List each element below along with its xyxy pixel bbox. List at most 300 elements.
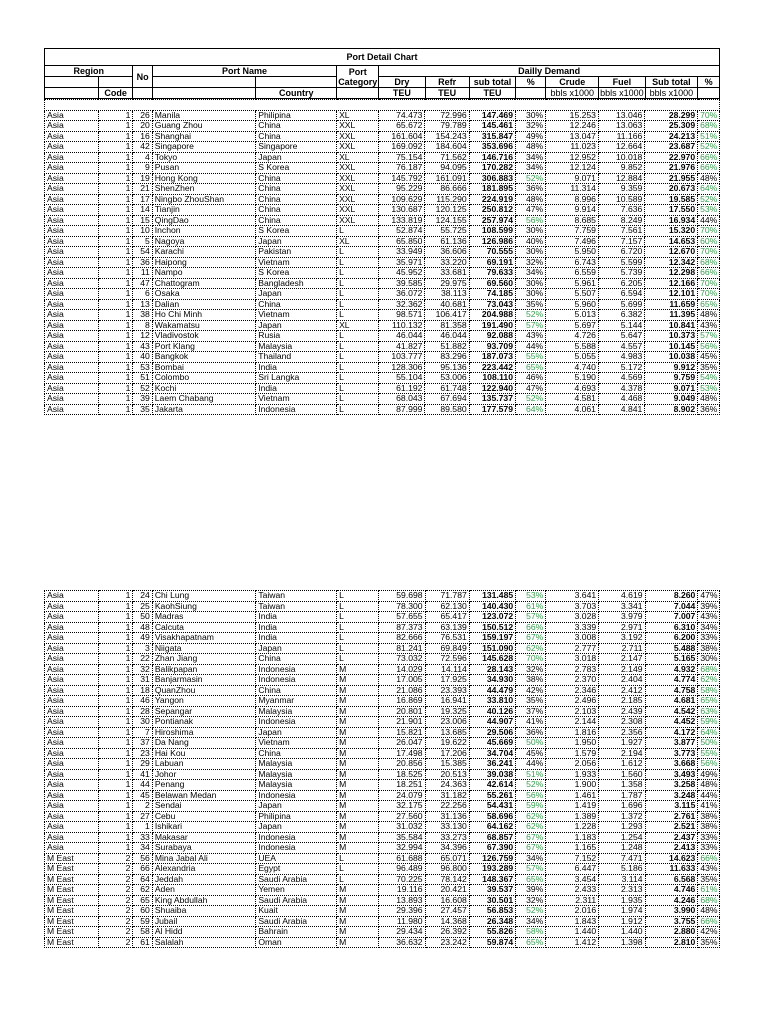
cell-bbls-pct: 36% — [698, 404, 720, 415]
cell-fuel: 2.313 — [599, 885, 645, 896]
cell-crude: 1.900 — [546, 780, 599, 791]
table-row — [45, 373, 720, 384]
cell-port-category: L — [337, 591, 379, 602]
header-teu-refr: TEU — [425, 88, 469, 99]
table-row — [45, 341, 720, 352]
cell-code: 1 — [98, 215, 132, 226]
cell-port-category: M — [337, 885, 379, 896]
cell-fuel: 6.205 — [598, 278, 644, 289]
cell-port-name: Makasar — [152, 832, 256, 843]
cell-port-name: QuanZhou — [152, 685, 256, 696]
cell-bbls-pct: 47% — [698, 591, 720, 602]
table-row — [45, 362, 720, 373]
cell-dry-teu: 32.994 — [379, 843, 425, 854]
cell-bbls-pct: 68% — [698, 121, 720, 132]
cell-teu-pct: 32% — [516, 664, 546, 675]
cell-port-category: M — [337, 748, 379, 759]
cell-bbls-pct: 61% — [698, 885, 720, 896]
cell-code: 1 — [98, 278, 132, 289]
cell-no: 60 — [133, 906, 152, 917]
header-bbls-sub: bbls x1000 — [645, 88, 698, 99]
cell-fuel: 9.852 — [598, 163, 644, 174]
cell-region: Asia — [45, 780, 99, 791]
cell-fuel: 4.468 — [598, 394, 644, 405]
table-row — [45, 320, 720, 331]
data-table-top — [44, 99, 720, 415]
cell-subtotal-teu: 73.043 — [469, 299, 515, 310]
cell-fuel: 1.612 — [599, 759, 645, 770]
cell-port-name: Cebu — [152, 811, 256, 822]
cell-dry-teu: 95.229 — [379, 184, 425, 195]
cell-region: Asia — [45, 654, 99, 665]
cell-teu-pct: 65% — [515, 362, 545, 373]
cell-crude: 2.777 — [546, 643, 599, 654]
cell-region: Asia — [45, 738, 99, 749]
cell-bbls-pct: 48% — [698, 173, 720, 184]
cell-subtotal-bbls: 10.038 — [645, 352, 698, 363]
cell-code: 1 — [98, 247, 132, 258]
cell-subtotal-teu: 126.986 — [469, 236, 515, 247]
cell-crude: 1.579 — [546, 748, 599, 759]
cell-fuel: 7.636 — [598, 205, 644, 216]
cell-dry-teu: 82.666 — [379, 633, 425, 644]
cell-crude: 2.056 — [546, 759, 599, 770]
cell-subtotal-teu: 29.506 — [469, 727, 515, 738]
cell-country: Japan — [256, 727, 337, 738]
cell-port-name: Kochi — [152, 383, 255, 394]
cell-code: 1 — [98, 696, 133, 707]
cell-crude: 1.419 — [546, 801, 599, 812]
cell-port-category: M — [337, 822, 379, 833]
cell-region: Asia — [45, 769, 99, 780]
cell-port-name: Bombai — [152, 362, 255, 373]
cell-port-name: Wakamatsu — [152, 320, 255, 331]
cell-bbls-pct: 35% — [698, 937, 720, 948]
cell-no: 16 — [133, 131, 152, 142]
cell-region: Asia — [45, 121, 99, 132]
cell-refr-teu: 124.155 — [425, 215, 469, 226]
cell-region: M East — [45, 864, 99, 875]
cell-fuel: 10.018 — [598, 152, 644, 163]
cell-subtotal-teu: 34.704 — [469, 748, 515, 759]
cell-region: Asia — [45, 591, 99, 602]
cell-region: Asia — [45, 832, 99, 843]
cell-bbls-pct: 57% — [698, 331, 720, 342]
cell-teu-pct: 52% — [515, 394, 545, 405]
cell-teu-pct: 65% — [516, 937, 546, 948]
header-bbls-crude: bbls x1000 — [546, 88, 599, 99]
cell-country: Malaysia — [256, 706, 337, 717]
cell-country: Egypt — [256, 864, 337, 875]
cell-port-category: M — [337, 832, 379, 843]
header-bbls-fuel: bbls x1000 — [600, 88, 644, 98]
cell-refr-teu: 86.666 — [425, 184, 469, 195]
cell-fuel: 13.063 — [598, 121, 644, 132]
cell-teu-pct: 39% — [516, 885, 546, 896]
cell-fuel: 1.560 — [599, 769, 645, 780]
cell-country: China — [256, 205, 337, 216]
cell-no: 62 — [133, 885, 152, 896]
cell-code: 1 — [98, 131, 132, 142]
cell-teu-pct: 56% — [516, 790, 546, 801]
cell-teu-pct: 44% — [516, 759, 546, 770]
cell-refr-teu: 16.941 — [425, 696, 469, 707]
cell-port-category: XL — [337, 236, 379, 247]
cell-port-category: L — [337, 331, 379, 342]
cell-no: 28 — [133, 706, 152, 717]
cell-subtotal-teu: 193.289 — [469, 864, 515, 875]
cell-refr-teu: 17.925 — [425, 675, 469, 686]
cell-port-category: L — [337, 257, 379, 268]
cell-region: Asia — [45, 601, 99, 612]
cell-country: Vietnam — [256, 310, 337, 321]
cell-subtotal-bbls: 19.585 — [645, 194, 698, 205]
cell-crude: 6.743 — [546, 257, 599, 268]
cell-no: 21 — [133, 184, 152, 195]
cell-subtotal-teu: 58.696 — [469, 811, 515, 822]
cell-country: S Korea — [256, 268, 337, 279]
cell-refr-teu: 95.136 — [425, 362, 469, 373]
cell-no: 37 — [133, 738, 152, 749]
table-row — [45, 937, 720, 948]
cell-code: 1 — [98, 163, 132, 174]
cell-country: Taiwan — [256, 591, 337, 602]
cell-port-name: Surabaya — [152, 843, 256, 854]
cell-dry-teu: 103.777 — [379, 352, 425, 363]
cell-bbls-pct: 64% — [698, 727, 720, 738]
cell-port-name: Banjarmasin — [152, 675, 256, 686]
cell-code: 1 — [98, 633, 133, 644]
cell-fuel: 1.440 — [599, 927, 645, 938]
table-row — [45, 832, 720, 843]
cell-refr-teu: 106.417 — [425, 310, 469, 321]
header-subtotal2: Sub total — [645, 77, 698, 88]
cell-subtotal-bbls: 2.761 — [645, 811, 698, 822]
cell-subtotal-teu: 56.853 — [469, 906, 515, 917]
cell-fuel: 10.589 — [598, 194, 644, 205]
table-row — [45, 110, 720, 121]
port-detail-sheet-top — [44, 48, 720, 415]
cell-port-name: Balikpapan — [152, 664, 256, 675]
cell-teu-pct: 36% — [516, 727, 546, 738]
cell-dry-teu: 13.893 — [379, 895, 425, 906]
cell-country: China — [256, 654, 337, 665]
cell-code: 1 — [98, 811, 133, 822]
cell-subtotal-bbls: 7.007 — [645, 612, 698, 623]
cell-port-name: Sepangar — [152, 706, 256, 717]
cell-port-category: M — [337, 706, 379, 717]
cell-dry-teu: 46.044 — [379, 331, 425, 342]
cell-port-category: XXL — [337, 121, 379, 132]
cell-region: Asia — [45, 759, 99, 770]
cell-region: M East — [45, 937, 99, 948]
cell-port-category: M — [337, 895, 379, 906]
cell-country: Singapore — [256, 142, 337, 153]
cell-dry-teu: 18.525 — [379, 769, 425, 780]
cell-crude: 4.581 — [546, 394, 599, 405]
cell-crude: 2.496 — [546, 696, 599, 707]
table-row — [45, 895, 720, 906]
cell-dry-teu: 35.971 — [379, 257, 425, 268]
cell-fuel: 1.787 — [599, 790, 645, 801]
cell-refr-teu: 29.975 — [425, 278, 469, 289]
cell-subtotal-bbls: 4.172 — [645, 727, 698, 738]
cell-subtotal-teu: 108.110 — [469, 373, 515, 384]
cell-code: 2 — [98, 874, 133, 885]
cell-crude: 5.961 — [546, 278, 599, 289]
cell-dry-teu: 21.086 — [379, 685, 425, 696]
cell-port-category: L — [337, 289, 379, 300]
cell-code: 1 — [98, 643, 133, 654]
cell-crude: 8.996 — [546, 194, 599, 205]
cell-port-name: Niigata — [152, 643, 256, 654]
cell-no: 9 — [133, 163, 152, 174]
cell-country: China — [256, 173, 337, 184]
cell-fuel: 8.249 — [598, 215, 644, 226]
cell-crude: 4.693 — [546, 383, 599, 394]
cell-subtotal-bbls: 17.550 — [645, 205, 698, 216]
table-row — [45, 675, 720, 686]
table-row — [45, 331, 720, 342]
header-teu-dry: TEU — [379, 88, 425, 99]
cell-crude: 15.253 — [546, 110, 599, 121]
cell-subtotal-teu: 122.940 — [469, 383, 515, 394]
cell-port-category: XXL — [337, 131, 379, 142]
table-row — [45, 643, 720, 654]
cell-crude: 3.703 — [546, 601, 599, 612]
cell-dry-teu: 33.949 — [379, 247, 425, 258]
cell-port-category: M — [337, 769, 379, 780]
cell-no: 56 — [133, 853, 152, 864]
header-daily-demand: Dailly Demand — [379, 66, 720, 77]
cell-refr-teu: 63.139 — [425, 622, 469, 633]
cell-region: Asia — [45, 163, 99, 174]
cell-subtotal-teu: 145.461 — [469, 121, 515, 132]
cell-region: Asia — [45, 131, 99, 142]
cell-no: 2 — [133, 801, 152, 812]
cell-region: Asia — [45, 727, 99, 738]
cell-bbls-pct: 53% — [698, 205, 720, 216]
cell-fuel: 1.254 — [599, 832, 645, 843]
cell-fuel: 3.979 — [599, 612, 645, 623]
cell-subtotal-bbls: 4.932 — [645, 664, 698, 675]
cell-refr-teu: 38.113 — [425, 289, 469, 300]
cell-country: Pakistan — [256, 247, 337, 258]
cell-code: 1 — [98, 717, 133, 728]
cell-subtotal-teu: 79.633 — [469, 268, 515, 279]
cell-port-name: Penang — [152, 780, 256, 791]
cell-subtotal-teu: 131.485 — [469, 591, 515, 602]
cell-code: 1 — [98, 194, 132, 205]
cell-teu-pct: 45% — [516, 748, 546, 759]
cell-subtotal-bbls: 2.437 — [645, 832, 698, 843]
cell-subtotal-teu: 93.709 — [469, 341, 515, 352]
cell-refr-teu: 13.685 — [425, 727, 469, 738]
table-row — [45, 591, 720, 602]
cell-crude: 1.461 — [546, 790, 599, 801]
cell-refr-teu: 61.136 — [425, 236, 469, 247]
cell-country: China — [256, 131, 337, 142]
cell-port-name: Ishikari — [152, 822, 256, 833]
cell-dry-teu: 11.980 — [379, 916, 425, 927]
table-row — [45, 184, 720, 195]
table-row — [45, 612, 720, 623]
cell-subtotal-teu: 224.919 — [469, 194, 515, 205]
cell-country: Taiwan — [256, 601, 337, 612]
cell-port-category: XXL — [337, 163, 379, 174]
cell-no: 34 — [133, 843, 152, 854]
cell-subtotal-bbls: 9.049 — [645, 394, 698, 405]
cell-subtotal-teu: 315.847 — [469, 131, 515, 142]
cell-country: Japan — [256, 643, 337, 654]
table-row — [45, 885, 720, 896]
cell-port-name: Chattogram — [152, 278, 255, 289]
cell-code: 1 — [98, 383, 132, 394]
cell-port-category: L — [337, 362, 379, 373]
cell-port-category: L — [337, 612, 379, 623]
cell-country: Japan — [256, 320, 337, 331]
cell-subtotal-bbls: 12.101 — [645, 289, 698, 300]
table-row — [45, 853, 720, 864]
cell-crude: 2.346 — [546, 685, 599, 696]
cell-fuel: 2.149 — [599, 664, 645, 675]
cell-subtotal-bbls: 21.955 — [645, 173, 698, 184]
cell-teu-pct: 30% — [515, 278, 545, 289]
cell-country: Japan — [256, 801, 337, 812]
cell-crude: 2.144 — [546, 717, 599, 728]
cell-teu-pct: 56% — [515, 215, 545, 226]
cell-crude: 6.559 — [546, 268, 599, 279]
cell-no: 31 — [133, 675, 152, 686]
cell-bbls-pct: 66% — [698, 268, 720, 279]
cell-refr-teu: 36.606 — [425, 247, 469, 258]
cell-dry-teu: 20.801 — [379, 706, 425, 717]
cell-fuel: 1.293 — [599, 822, 645, 833]
cell-refr-teu: 53.006 — [425, 373, 469, 384]
cell-region: M East — [45, 895, 99, 906]
cell-port-category: L — [337, 268, 379, 279]
cell-subtotal-bbls: 2.521 — [645, 822, 698, 833]
cell-dry-teu: 14.029 — [379, 664, 425, 675]
cell-region: Asia — [45, 152, 99, 163]
cell-fuel: 2.194 — [599, 748, 645, 759]
table-row — [45, 278, 720, 289]
cell-port-name: Inchon — [152, 226, 255, 237]
cell-code: 1 — [98, 685, 133, 696]
table-row — [45, 790, 720, 801]
table-row — [45, 121, 720, 132]
cell-port-name: Tokyo — [152, 152, 255, 163]
cell-fuel: 2.308 — [599, 717, 645, 728]
cell-refr-teu: 65.417 — [425, 612, 469, 623]
cell-subtotal-bbls: 20.673 — [645, 184, 698, 195]
cell-refr-teu: 62.130 — [425, 601, 469, 612]
cell-port-category: L — [337, 310, 379, 321]
cell-crude: 1.816 — [546, 727, 599, 738]
cell-dry-teu: 61.688 — [379, 853, 425, 864]
cell-code: 1 — [98, 654, 133, 665]
cell-subtotal-bbls: 9.071 — [645, 383, 698, 394]
cell-refr-teu: 19.325 — [425, 706, 469, 717]
cell-teu-pct: 58% — [516, 927, 546, 938]
cell-crude: 6.447 — [546, 864, 599, 875]
cell-fuel: 2.404 — [599, 675, 645, 686]
cell-no: 30 — [133, 717, 152, 728]
cell-subtotal-teu: 181.895 — [469, 184, 515, 195]
cell-code: 1 — [98, 299, 132, 310]
cell-crude: 5.950 — [546, 247, 599, 258]
cell-country: Indonesia — [256, 843, 337, 854]
cell-code: 1 — [98, 289, 132, 300]
cell-dry-teu: 70.225 — [379, 874, 425, 885]
cell-port-category: M — [337, 696, 379, 707]
cell-code: 1 — [98, 331, 132, 342]
cell-port-name: Hiroshima — [152, 727, 256, 738]
cell-teu-pct: 32% — [515, 257, 545, 268]
table-row — [45, 654, 720, 665]
cell-subtotal-teu: 54.431 — [469, 801, 515, 812]
cell-no: 49 — [133, 633, 152, 644]
cell-refr-teu: 120.125 — [425, 205, 469, 216]
cell-bbls-pct: 39% — [698, 601, 720, 612]
cell-dry-teu: 87.373 — [379, 622, 425, 633]
cell-crude: 1.228 — [546, 822, 599, 833]
cell-country: Indonesia — [256, 790, 337, 801]
cell-refr-teu: 79.789 — [425, 121, 469, 132]
table-row — [45, 163, 720, 174]
cell-subtotal-bbls: 16.934 — [645, 215, 698, 226]
cell-subtotal-bbls: 4.774 — [645, 675, 698, 686]
cell-teu-pct: 66% — [516, 622, 546, 633]
cell-fuel: 3.114 — [599, 874, 645, 885]
cell-port-category: M — [337, 717, 379, 728]
cell-no: 66 — [133, 864, 152, 875]
cell-port-name: Pusan — [152, 163, 255, 174]
cell-crude: 5.055 — [546, 352, 599, 363]
cell-port-category: L — [337, 633, 379, 644]
cell-country: Bangladesh — [256, 278, 337, 289]
cell-no: 27 — [133, 811, 152, 822]
cell-no: 17 — [133, 194, 152, 205]
cell-no: 19 — [133, 173, 152, 184]
cell-port-category: M — [337, 675, 379, 686]
cell-subtotal-teu: 39.038 — [469, 769, 515, 780]
cell-teu-pct: 40% — [515, 236, 545, 247]
cell-teu-pct: 41% — [516, 717, 546, 728]
cell-bbls-pct: 56% — [698, 341, 720, 352]
cell-teu-pct: 30% — [515, 289, 545, 300]
cell-fuel: 4.983 — [598, 352, 644, 363]
cell-dry-teu: 98.571 — [379, 310, 425, 321]
cell-teu-pct: 30% — [515, 110, 545, 121]
cell-teu-pct: 55% — [515, 352, 545, 363]
cell-port-name: Karachi — [152, 247, 255, 258]
table-row — [45, 236, 720, 247]
cell-crude: 1.933 — [546, 769, 599, 780]
cell-country: Indonesia — [256, 675, 337, 686]
cell-bbls-pct: 66% — [698, 853, 720, 864]
header-port-name: Port Name — [152, 66, 336, 77]
cell-port-name: Haipong — [152, 257, 255, 268]
cell-subtotal-bbls: 2.880 — [645, 927, 698, 938]
cell-no: 5 — [133, 236, 152, 247]
cell-dry-teu: 39.585 — [379, 278, 425, 289]
cell-bbls-pct: 49% — [698, 769, 720, 780]
header-code: Code — [98, 88, 133, 99]
cell-region: Asia — [45, 226, 99, 237]
cell-region: Asia — [45, 643, 99, 654]
cell-port-name: Belawan Medan — [152, 790, 256, 801]
